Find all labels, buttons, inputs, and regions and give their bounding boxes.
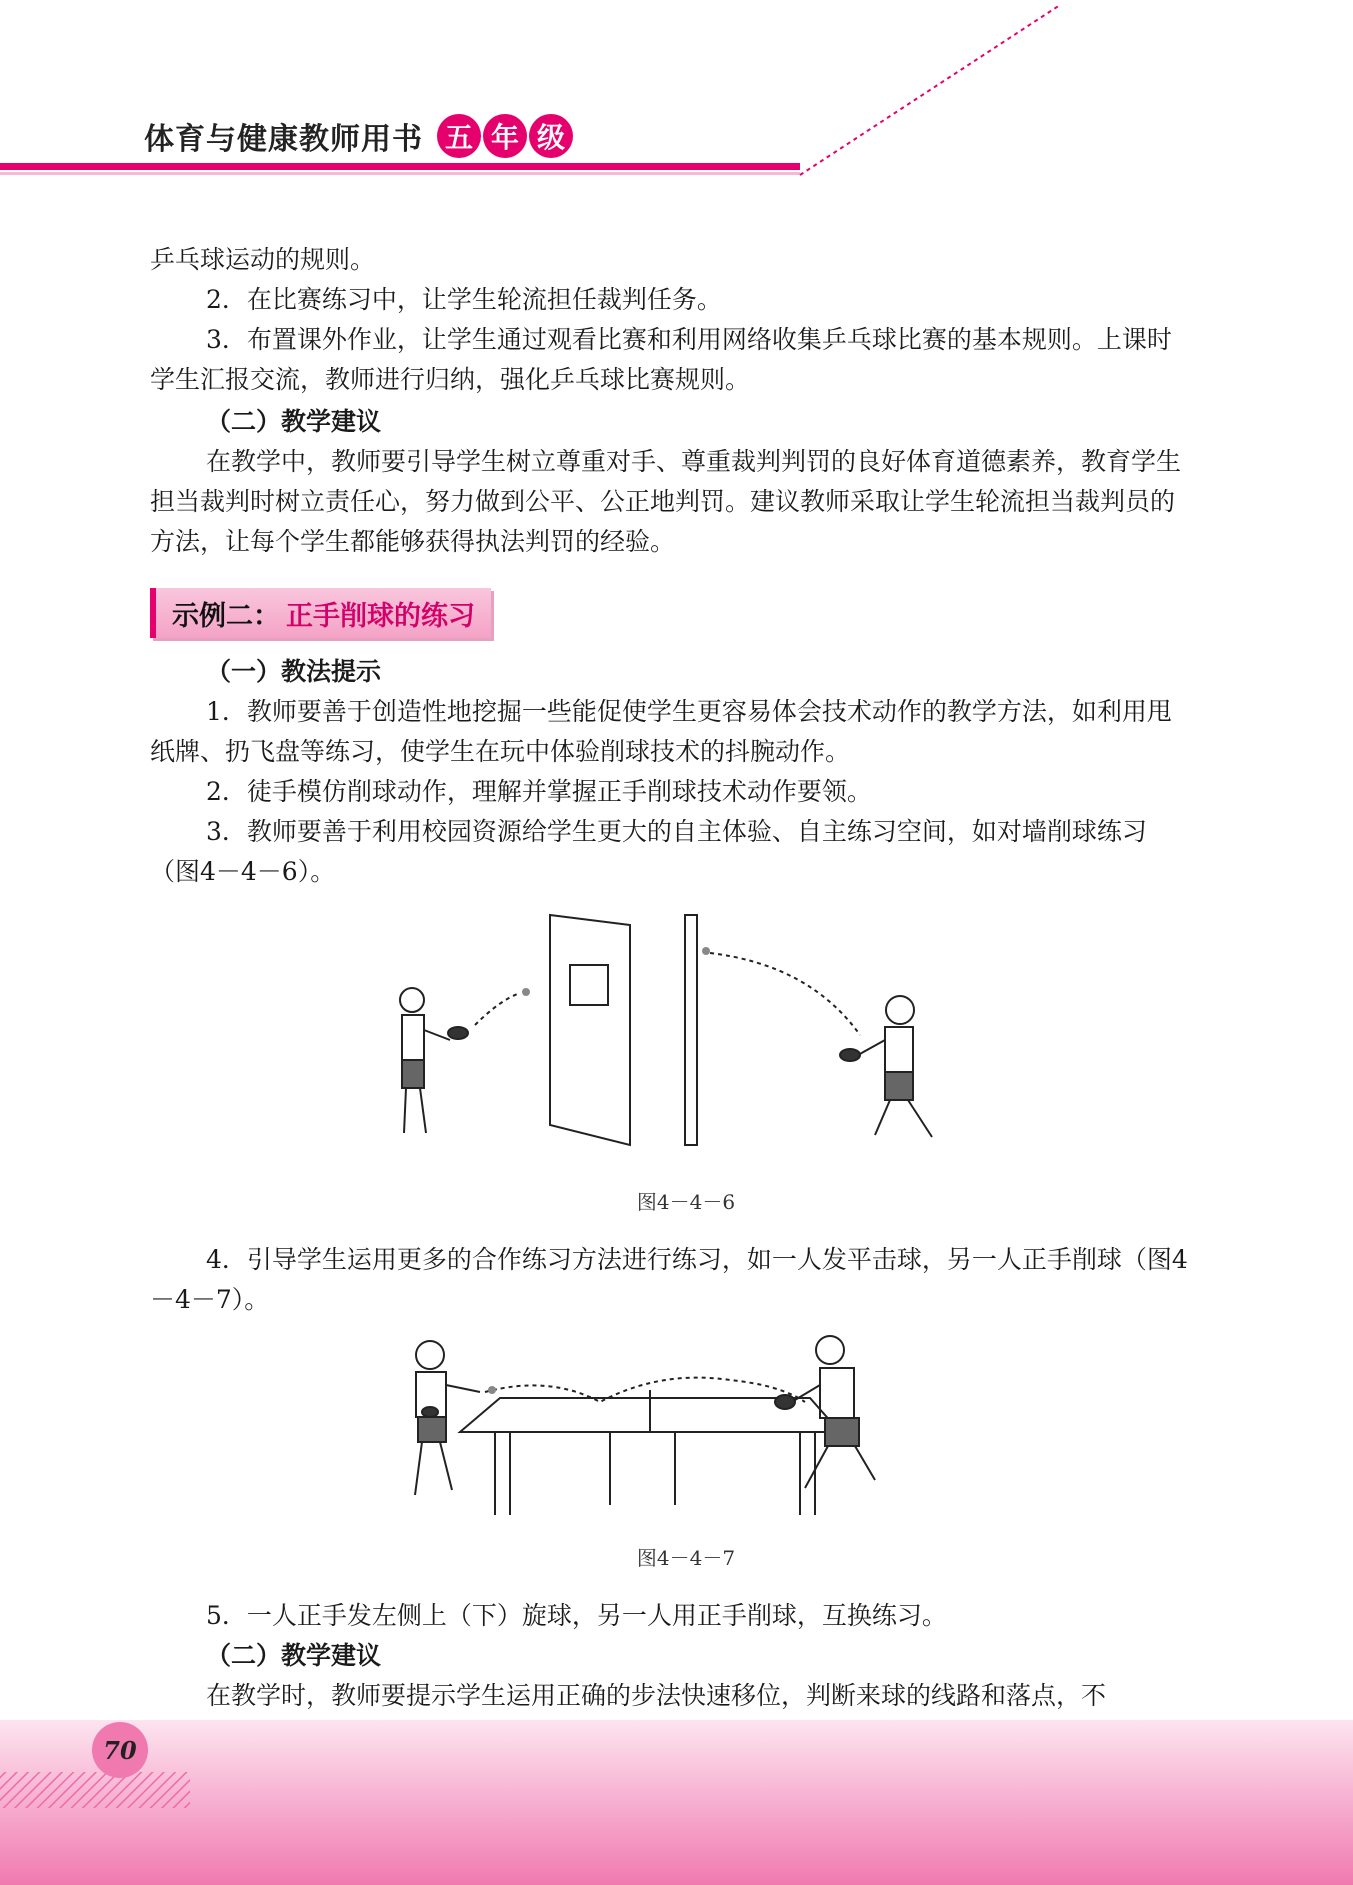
section-heading-advice: （二）教学建议	[206, 407, 382, 436]
left-player-body	[402, 1015, 424, 1060]
left-girl-head	[416, 1341, 444, 1369]
paragraph-item-3: 3．布置课外作业，让学生通过观看比赛和利用网络收集乒乓球比赛的基本规则。上课时学生汇报交流，教师进行归纳，强化乒乓球比赛规则。	[150, 325, 1172, 394]
method-section	[150, 652, 1190, 892]
method-item-2: 2．徒手模仿削球动作，理解并掌握正手削球技术动作要领。	[206, 777, 872, 806]
ball-path-right	[710, 953, 860, 1035]
top-section	[150, 240, 1190, 562]
ball-left	[522, 988, 530, 996]
grade-char-1: 五	[437, 114, 481, 158]
paragraph-item-2: 2．在比赛练习中，让学生轮流担任裁判任务。	[206, 285, 722, 314]
page-number: 70	[92, 1722, 148, 1778]
item4-section	[150, 1240, 1190, 1320]
left-player-head	[400, 988, 424, 1012]
right-paddle	[840, 1049, 860, 1061]
ball-table	[488, 1386, 496, 1394]
method-item-4: 4．引导学生运用更多的合作练习方法进行练习，如一人发平击球，另一人正手削球（图4－4－7）。	[150, 1245, 1188, 1314]
left-paddle	[448, 1027, 468, 1039]
right-player-head	[886, 996, 914, 1024]
section-heading-method: （一）教法提示	[206, 657, 382, 686]
book-title: 体育与健康教师用书	[144, 122, 423, 157]
page-header	[0, 0, 1353, 200]
method-item-3: 3．教师要善于利用校园资源给学生更大的自主体验、自主练习空间，如对墙削球练习（图4－4－6）。	[150, 817, 1147, 886]
right-boy-body	[820, 1368, 854, 1418]
right-player-body	[885, 1027, 913, 1072]
grade-badge	[437, 114, 573, 158]
example-colon: ：	[253, 600, 280, 632]
ball-path-left	[475, 993, 520, 1025]
example-banner	[150, 588, 491, 638]
figure-table-practice	[400, 1330, 940, 1520]
header-decoration	[0, 0, 1353, 200]
advice-paragraph-2: 在教学时，教师要提示学生运用正确的步法快速移位，判断来球的线路和落点，不	[206, 1681, 1107, 1710]
grade-char-2: 年	[483, 114, 527, 158]
figure2-caption: 图4－4－7	[636, 1546, 736, 1570]
wall-panel	[550, 915, 630, 1145]
figure1-caption: 图4－4－6	[636, 1190, 736, 1214]
wall-side	[685, 915, 697, 1145]
right-boy-head	[816, 1336, 844, 1364]
method-item-1: 1．教师要善于创造性地挖掘一些能促使学生更容易体会技术动作的教学方法，如利用甩纸牌、扔飞盘等练习，使学生在玩中体验削球技术的抖腕动作。	[150, 697, 1172, 766]
advice-paragraph: 在教学中，教师要引导学生树立尊重对手、尊重裁判判罚的良好体育道德素养，教育学生担当裁判时树立责任心，努力做到公平、公正地判罚。建议教师采取让学生轮流担当裁判员的方法，让每个学生都能够获得执法判罚的经验。	[150, 447, 1182, 556]
bottom-section	[150, 1596, 1190, 1716]
method-item-5: 5．一人正手发左侧上（下）旋球，另一人用正手削球，互换练习。	[206, 1601, 947, 1630]
section-heading-advice-2: （二）教学建议	[206, 1641, 382, 1670]
example-label: 示例二	[172, 600, 253, 632]
right-paddle-table	[775, 1395, 795, 1409]
page-footer	[0, 1720, 1353, 1885]
figure-wall-practice	[380, 905, 960, 1165]
example-title: 正手削球的练习	[286, 600, 475, 632]
grade-char-3: 级	[529, 114, 573, 158]
paragraph-continuation: 乒乓球运动的规则。	[150, 245, 376, 274]
ball-right	[702, 947, 710, 955]
